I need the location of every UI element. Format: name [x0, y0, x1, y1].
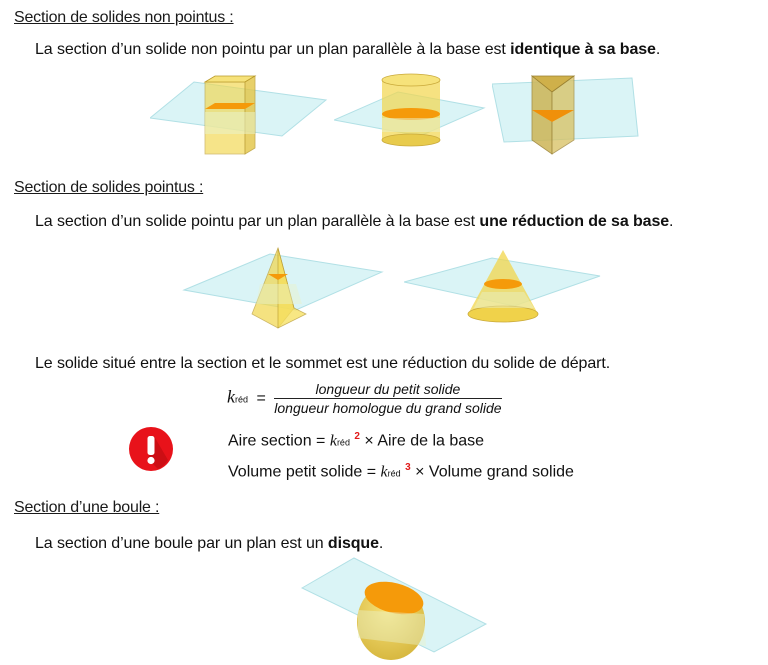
k-symbol: k	[329, 432, 337, 450]
reduction-coefficient-formula	[227, 381, 502, 416]
text: .	[669, 213, 674, 230]
text: La section d’un solide pointu par un plan parallèle à la base est	[35, 213, 480, 230]
section-heading-non-pointed: Section de solides non pointus :	[14, 9, 234, 26]
cylinder-section-figure	[334, 72, 494, 152]
exponent: 2	[354, 431, 360, 442]
volume-rule	[228, 462, 574, 481]
rectangular-prism-section-figure	[150, 72, 330, 160]
fraction-denominator: longueur homologue du grand solide	[274, 400, 502, 416]
fraction-numerator: longueur du petit solide	[274, 381, 501, 399]
section-text-non-pointed	[35, 41, 660, 59]
section-heading-pointed: Section de solides pointus :	[14, 179, 204, 196]
exponent: 3	[405, 462, 411, 473]
rule-right: × Aire de la base	[364, 432, 485, 450]
text: La section d’un solide non pointu par un plan parallèle à la base est	[35, 41, 511, 58]
area-rule	[228, 431, 484, 450]
k-subscript: réd	[387, 468, 401, 479]
section-text-pointed	[35, 213, 673, 231]
rule-left: Volume petit solide =	[228, 463, 381, 481]
k-symbol: k	[227, 386, 235, 407]
bold-text: identique à sa base	[510, 41, 656, 58]
text: .	[655, 41, 661, 58]
reduction-note: Le solide situé entre la section et le sommet est une réduction du solide de départ.	[35, 355, 611, 372]
text: La section d’une boule par un plan est un	[35, 535, 328, 552]
fraction	[274, 381, 501, 416]
section-heading-sphere: Section d’une boule :	[14, 499, 160, 516]
k-symbol: k	[380, 463, 388, 481]
sphere-section-figure	[296, 554, 488, 660]
rule-right: × Volume grand solide	[415, 463, 574, 481]
bold-text: une réduction de sa base	[479, 213, 670, 230]
equals-sign: =	[256, 389, 266, 407]
bold-text: disque	[327, 535, 379, 552]
exclamation-circle-icon	[128, 426, 174, 477]
rule-left: Aire section =	[228, 432, 330, 450]
section-text-sphere	[35, 535, 383, 553]
k-subscript: réd	[235, 394, 249, 405]
pyramid-section-figure	[180, 244, 385, 332]
triangular-prism-section-figure	[492, 72, 642, 162]
text: .	[378, 535, 384, 552]
cone-section-figure	[404, 244, 604, 328]
k-subscript: réd	[336, 437, 350, 448]
